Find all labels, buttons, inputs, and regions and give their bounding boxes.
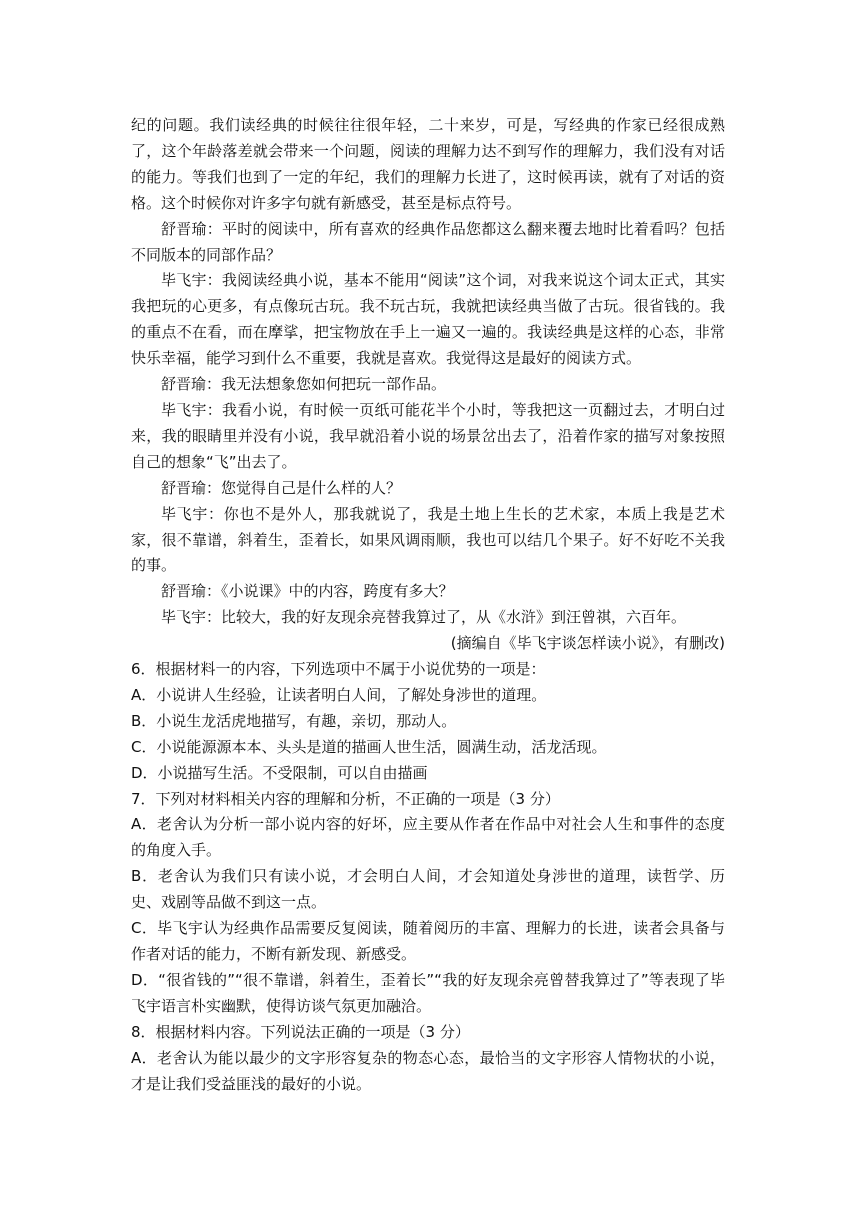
- question-8-option-a: A．老舍认为能以最少的文字形容复杂的物态心态，最恰当的文字形容人情物状的小说，才是让我们受益匪浅的最好的小说。: [131, 1048, 725, 1093]
- question-6-option-c: C．小说能源源本本、头头是道的描画人世生活，圆满生动，活龙活现。: [131, 737, 607, 756]
- dialogue-shu-1: 舒晋瑜：平时的阅读中，所有喜欢的经典作品您都这么翻来覆去地时比着看吗？包括不同版本的同部作品？: [131, 219, 725, 264]
- question-8-stem: 8．根据材料内容。下列说法正确的一项是（3 分）: [131, 1022, 470, 1041]
- question-7-stem: 7．下列对材料相关内容的理解和分析，不正确的一项是（3 分）: [131, 789, 560, 808]
- question-7-option-c: C．毕飞宇认为经典作品需要反复阅读，随着阅历的丰富、理解力的长进，读者会具备与作者对话的能力，不断有新发现、新感受。: [131, 919, 725, 963]
- question-7-option-b: B．老舍认为我们只有读小说，才会明白人间，才会知道处身涉世的道理，读哲学、历史、戏剧等品做不到这一点。: [131, 867, 725, 912]
- dialogue-shu-2: 舒晋瑜：我无法想象您如何把玩一部作品。: [161, 375, 447, 394]
- dialogue-shu-3: 舒晋瑜：您觉得自己是什么样的人？: [161, 478, 402, 497]
- dialogue-bi-1: 毕飞宇：我阅读经典小说，基本不能用“阅读”这个词，对我来说这个词太正式，其实我把玩的心更多，有点像玩古玩。我不玩古玩，我就把读经典当做了古玩。很省钱的。我的重点不在看，而在摩挲，把宝物放在手上一遍又一遍的。我读经典是这样的心态，非常快乐幸福，能学习到什么不重要，我就是喜欢。我觉得这是最好的阅读方式。: [131, 271, 725, 368]
- question-7-option-d: D．“很省钱的”“很不靠谱，斜着生，歪着长”“我的好友现余亮曾替我算过了”等表现了毕飞宇语言朴实幽默，使得访谈气氛更加融洽。: [131, 970, 725, 1015]
- document-content: [131, 113, 725, 1097]
- source-citation: (摘编自《毕飞宇谈怎样读小说》，有删改): [450, 634, 725, 653]
- dialogue-bi-4: 毕飞宇：比较大，我的好友现余亮替我算过了，从《水浒》到汪曾祺，六百年。: [161, 608, 687, 627]
- question-6-option-a: A．小说讲人生经验，让读者明白人间，了解处身涉世的道理。: [131, 685, 547, 704]
- dialogue-shu-4: 舒晋瑜：《小说课》中的内容，跨度有多大？: [161, 582, 454, 601]
- dialogue-bi-2: 毕飞宇：我看小说，有时候一页纸可能花半个小时，等我把这一页翻过去，才明白过来，我的眼睛里并没有小说，我早就沿着小说的场景岔出去了，沿着作家的描写对象按照自己的想象“飞”出去了。: [131, 400, 725, 471]
- question-7-option-a: A．老舍认为分析一部小说内容的好坏，应主要从作者在作品中对社会人生和事件的态度的角度入手。: [131, 815, 725, 860]
- question-6-option-d: D．小说描写生活。不受限制，可以自由描画: [131, 763, 428, 782]
- passage-paragraph-1: 纪的问题。我们读经典的时候往往很年轻，二十来岁，可是，写经典的作家已经很成熟了，这个年龄落差就会带来一个问题，阅读的理解力达不到写作的理解力，我们没有对话的能力。等我们也到了一定的年纪，我们的理解力长进了，这时候再读，就有了对话的资格。这个时候你对许多字句就有新感受，甚至是标点符号。: [131, 116, 725, 212]
- dialogue-bi-3: 毕飞宇：你也不是外人，那我就说了，我是土地上生长的艺术家，本质上我是艺术家，很不靠谱，斜着生，歪着长，如果风调雨顺，我也可以结几个果子。好不好吃不关我的事。: [131, 504, 725, 575]
- question-6-option-b: B．小说生龙活虎地描写，有趣，亲切，那动人。: [131, 711, 457, 730]
- question-6-stem: 6．根据材料一的内容，下列选项中不属于小说优势的一项是：: [131, 660, 546, 679]
